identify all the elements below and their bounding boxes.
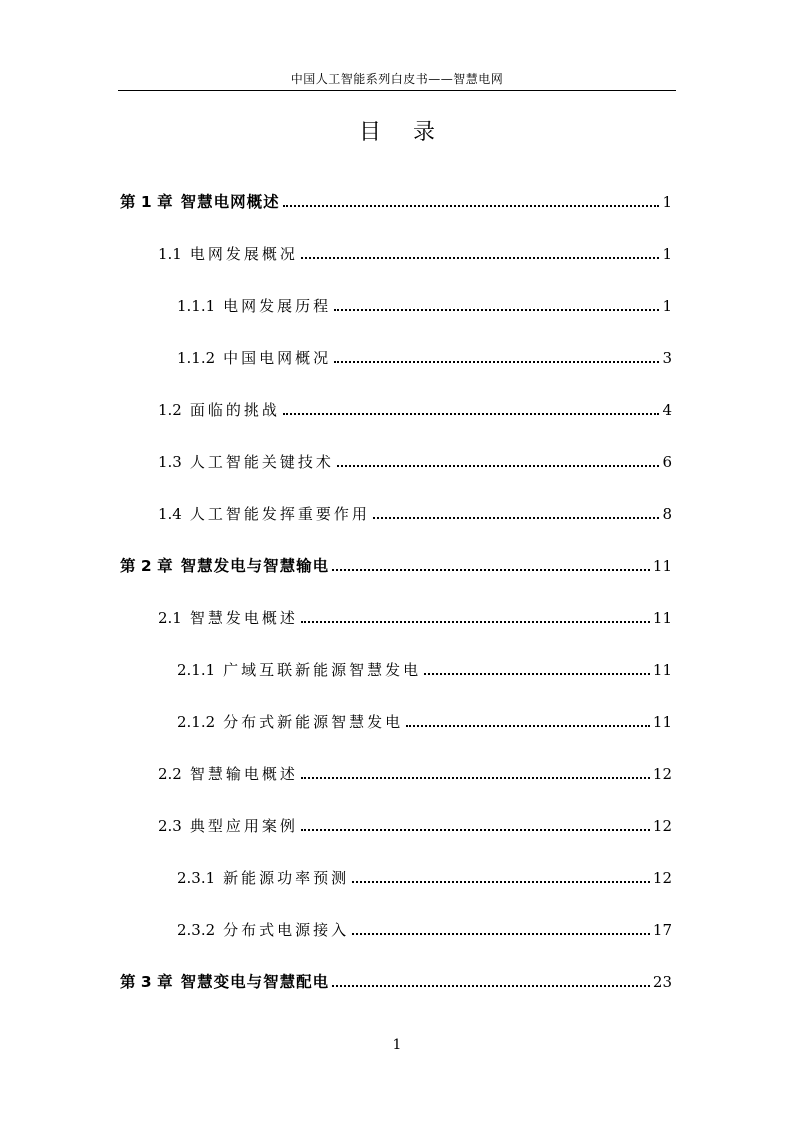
toc-entry-number: 第 1 章 bbox=[120, 193, 173, 211]
toc-entry-page: 11 bbox=[652, 713, 672, 731]
toc-title bbox=[0, 115, 794, 146]
dot-leader bbox=[352, 933, 650, 935]
toc-entry-title: 智慧输电概述 bbox=[189, 765, 298, 783]
toc-entry-number: 1.4 bbox=[158, 505, 182, 523]
dot-leader bbox=[301, 257, 660, 259]
dot-leader bbox=[406, 725, 650, 727]
toc-entry-2-1-1[interactable] bbox=[177, 658, 672, 680]
dot-leader bbox=[301, 621, 650, 623]
toc-entry-title: 广域互联新能源智慧发电 bbox=[223, 661, 422, 679]
toc-entry-page: 6 bbox=[662, 453, 672, 471]
toc-entry-page: 11 bbox=[652, 609, 672, 627]
toc-entry-page: 4 bbox=[662, 401, 672, 419]
toc-entry-page: 1 bbox=[662, 193, 672, 211]
toc-entry-title: 新能源功率预测 bbox=[223, 869, 350, 887]
toc-entry-page: 3 bbox=[662, 349, 672, 367]
toc-entry-number: 第 2 章 bbox=[120, 557, 173, 575]
dot-leader bbox=[301, 829, 650, 831]
toc-entry-page: 17 bbox=[652, 921, 672, 939]
dot-leader bbox=[334, 361, 659, 363]
dot-leader bbox=[332, 569, 650, 571]
toc-entry-page: 11 bbox=[652, 557, 672, 575]
toc-entry-title: 智慧发电概述 bbox=[189, 609, 298, 627]
dot-leader bbox=[352, 881, 650, 883]
dot-leader bbox=[334, 309, 659, 311]
toc-title-char-2: 录 bbox=[413, 120, 436, 145]
toc-entry-page: 23 bbox=[652, 973, 672, 991]
toc-entry-number: 1.3 bbox=[158, 453, 182, 471]
dot-leader bbox=[283, 413, 660, 415]
toc-entry-title: 电网发展概况 bbox=[189, 245, 298, 263]
dot-leader bbox=[373, 517, 660, 519]
dot-leader bbox=[283, 205, 660, 207]
toc-entry-title: 人工智能发挥重要作用 bbox=[189, 505, 370, 523]
toc-entry-title: 分布式电源接入 bbox=[223, 921, 350, 939]
toc-entry-number: 1.1.2 bbox=[177, 349, 216, 367]
toc-entry-2-2[interactable] bbox=[158, 762, 672, 784]
toc-entry-page: 12 bbox=[652, 869, 672, 887]
dot-leader bbox=[301, 777, 650, 779]
toc-entry-page: 8 bbox=[662, 505, 672, 523]
toc-entry-number: 2.1.2 bbox=[177, 713, 216, 731]
toc-entry-page: 1 bbox=[662, 297, 672, 315]
toc-entry-2-3-1[interactable] bbox=[177, 866, 672, 888]
toc-entry-number: 1.2 bbox=[158, 401, 182, 419]
toc-entry-number: 2.2 bbox=[158, 765, 182, 783]
page-number: 1 bbox=[392, 1037, 402, 1053]
toc-entry-title: 中国电网概况 bbox=[223, 349, 332, 367]
toc-entry-1-4[interactable] bbox=[158, 502, 672, 524]
toc-entry-title: 智慧发电与智慧输电 bbox=[180, 557, 330, 575]
toc-entry-number: 1.1.1 bbox=[177, 297, 216, 315]
toc-entry-chapter-2[interactable] bbox=[120, 554, 672, 576]
toc-entry-2-3-2[interactable] bbox=[177, 918, 672, 940]
running-header: 中国人工智能系列白皮书——智慧电网 bbox=[290, 72, 504, 86]
toc-entry-number: 第 3 章 bbox=[120, 973, 173, 991]
toc-entry-number: 2.1.1 bbox=[177, 661, 216, 679]
toc-entry-title: 智慧电网概述 bbox=[180, 193, 280, 211]
toc-entry-number: 1.1 bbox=[158, 245, 182, 263]
toc-entry-title: 面临的挑战 bbox=[189, 401, 280, 419]
toc-entry-number: 2.1 bbox=[158, 609, 182, 627]
toc-entry-number: 2.3.2 bbox=[177, 921, 216, 939]
toc-entry-1-2[interactable] bbox=[158, 398, 672, 420]
toc-entry-page: 12 bbox=[652, 817, 672, 835]
toc-entry-title: 典型应用案例 bbox=[189, 817, 298, 835]
toc-entry-title: 分布式新能源智慧发电 bbox=[223, 713, 404, 731]
toc-entry-1-1-2[interactable] bbox=[177, 346, 672, 368]
header-divider bbox=[118, 90, 676, 91]
dot-leader bbox=[337, 465, 660, 467]
toc-entry-chapter-1[interactable] bbox=[120, 190, 672, 212]
toc-entry-2-1[interactable] bbox=[158, 606, 672, 628]
toc-entry-page: 1 bbox=[662, 245, 672, 263]
toc-entry-number: 2.3 bbox=[158, 817, 182, 835]
toc-entry-title: 电网发展历程 bbox=[223, 297, 332, 315]
toc-entry-title: 人工智能关键技术 bbox=[189, 453, 334, 471]
toc-entry-1-1[interactable] bbox=[158, 242, 672, 264]
toc-entry-chapter-3[interactable] bbox=[120, 970, 672, 992]
toc-title-char-1: 目 bbox=[358, 120, 381, 145]
toc-entry-title: 智慧变电与智慧配电 bbox=[180, 973, 330, 991]
dot-leader bbox=[424, 673, 650, 675]
dot-leader bbox=[332, 985, 650, 987]
toc-entry-1-3[interactable] bbox=[158, 450, 672, 472]
toc-entry-number: 2.3.1 bbox=[177, 869, 216, 887]
toc-entry-page: 11 bbox=[652, 661, 672, 679]
toc-entry-1-1-1[interactable] bbox=[177, 294, 672, 316]
toc-entry-2-1-2[interactable] bbox=[177, 710, 672, 732]
toc-entry-2-3[interactable] bbox=[158, 814, 672, 836]
toc-entry-page: 12 bbox=[652, 765, 672, 783]
